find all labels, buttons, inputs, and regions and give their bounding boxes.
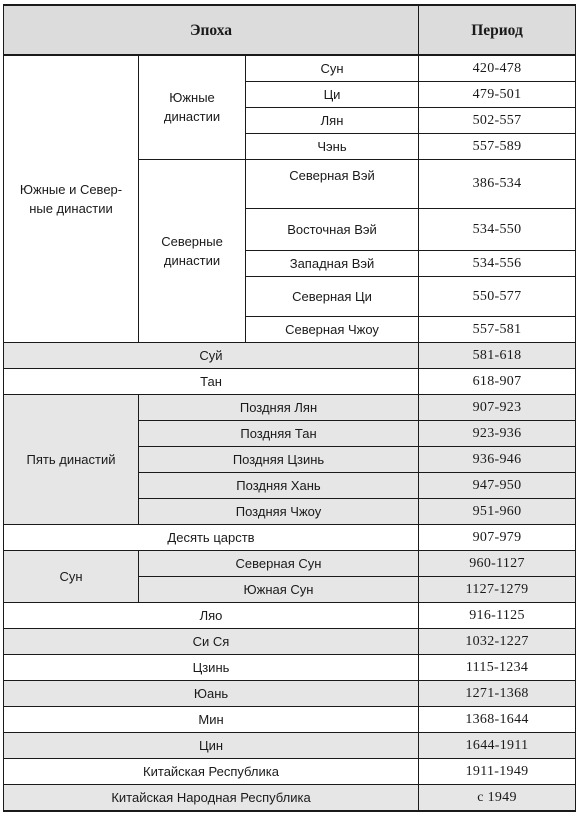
south-north-label bbox=[4, 55, 139, 342]
table-row bbox=[4, 707, 576, 733]
dynasty-name: Си Ся bbox=[4, 629, 419, 655]
table-row bbox=[4, 394, 576, 420]
table-row bbox=[4, 55, 576, 81]
table-row bbox=[4, 681, 576, 707]
table-row bbox=[4, 785, 576, 811]
dynasty-period: 550-577 bbox=[419, 276, 576, 316]
dynasty-name: Китайская Республика bbox=[4, 759, 419, 785]
dynasty-name: Северная Вэй bbox=[246, 159, 419, 208]
dynasty-period: 923-936 bbox=[419, 420, 576, 446]
dynasty-name: Мин bbox=[4, 707, 419, 733]
table-row bbox=[4, 551, 576, 577]
dynasty-period: 1115-1234 bbox=[419, 655, 576, 681]
dynasty-period: 581-618 bbox=[419, 342, 576, 368]
song-label: Сун bbox=[4, 551, 139, 603]
southern-label: Южные династии bbox=[139, 55, 246, 159]
dynasty-period: 479-501 bbox=[419, 81, 576, 107]
dynasty-period: 947-950 bbox=[419, 473, 576, 499]
dynasty-name: Юань bbox=[4, 681, 419, 707]
period-header: Период bbox=[419, 5, 576, 55]
dynasty-period: 502-557 bbox=[419, 107, 576, 133]
dynasty-period: 936-946 bbox=[419, 446, 576, 472]
dynasty-name: Западная Вэй bbox=[246, 250, 419, 276]
dynasty-name: Восточная Вэй bbox=[246, 208, 419, 250]
south-north-label-text: Южные и Север-ные династии bbox=[19, 181, 123, 216]
dynasty-name: Северная Чжоу bbox=[246, 316, 419, 342]
table-row bbox=[4, 525, 576, 551]
dynasty-name: Лян bbox=[246, 107, 419, 133]
dynasty-name: Поздняя Хань bbox=[139, 473, 419, 499]
dynasty-name: Китайская Народная Республика bbox=[4, 785, 419, 811]
dynasty-period: 534-550 bbox=[419, 208, 576, 250]
five-dynasties-label: Пять династий bbox=[4, 394, 139, 524]
dynasty-name: Поздняя Цзинь bbox=[139, 446, 419, 472]
dynasty-name: Ци bbox=[246, 81, 419, 107]
dynasty-name: Поздняя Тан bbox=[139, 420, 419, 446]
dynasty-name: Южная Сун bbox=[139, 577, 419, 603]
dynasty-period: 916-1125 bbox=[419, 603, 576, 629]
dynasty-period: 1368-1644 bbox=[419, 707, 576, 733]
header-row bbox=[4, 5, 576, 55]
dynasty-name: Поздняя Лян bbox=[139, 394, 419, 420]
dynasty-period: 1127-1279 bbox=[419, 577, 576, 603]
dynasty-name: Тан bbox=[4, 368, 419, 394]
dynasty-period: с 1949 bbox=[419, 785, 576, 811]
epoch-header: Эпоха bbox=[4, 5, 419, 55]
dynasty-name: Северная Сун bbox=[139, 551, 419, 577]
dynasty-period: 420-478 bbox=[419, 55, 576, 81]
table-row bbox=[4, 759, 576, 785]
table-row bbox=[4, 733, 576, 759]
table-row bbox=[4, 629, 576, 655]
table-row bbox=[4, 603, 576, 629]
dynasty-period: 534-556 bbox=[419, 250, 576, 276]
dynasty-period: 618-907 bbox=[419, 368, 576, 394]
dynasty-name: Сун bbox=[246, 55, 419, 81]
table-row bbox=[4, 342, 576, 368]
dynasty-name: Поздняя Чжоу bbox=[139, 499, 419, 525]
dynasty-period: 1271-1368 bbox=[419, 681, 576, 707]
dynasty-period: 951-960 bbox=[419, 499, 576, 525]
table-row bbox=[4, 368, 576, 394]
dynasty-name: Цин bbox=[4, 733, 419, 759]
dynasty-period: 960-1127 bbox=[419, 551, 576, 577]
dynasties-table bbox=[3, 4, 576, 812]
table-row bbox=[4, 655, 576, 681]
dynasty-period: 1644-1911 bbox=[419, 733, 576, 759]
dynasty-period: 1032-1227 bbox=[419, 629, 576, 655]
dynasty-period: 907-979 bbox=[419, 525, 576, 551]
dynasty-name: Десять царств bbox=[4, 525, 419, 551]
dynasty-name: Ляо bbox=[4, 603, 419, 629]
dynasty-period: 557-581 bbox=[419, 316, 576, 342]
dynasty-period: 386-534 bbox=[419, 159, 576, 208]
dynasty-period: 1911-1949 bbox=[419, 759, 576, 785]
dynasty-period: 557-589 bbox=[419, 133, 576, 159]
dynasty-period: 907-923 bbox=[419, 394, 576, 420]
dynasty-name: Суй bbox=[4, 342, 419, 368]
dynasty-name: Цзинь bbox=[4, 655, 419, 681]
dynasty-name: Северная Ци bbox=[246, 276, 419, 316]
dynasty-name: Чэнь bbox=[246, 133, 419, 159]
northern-label: Северные династии bbox=[139, 159, 246, 342]
